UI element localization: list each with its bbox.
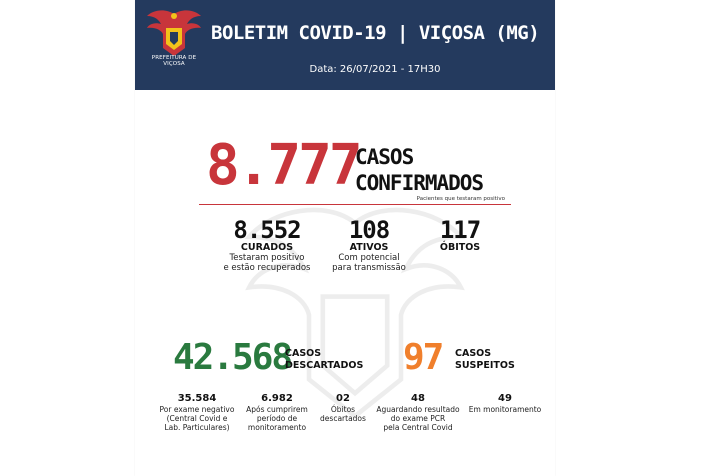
discarded-monitoring-sub1: Após cumprirem xyxy=(246,405,308,414)
recovered-value: 8.552 xyxy=(233,216,301,244)
discarded-negative-sub2: (Central Covid e xyxy=(166,414,228,423)
stat-recovered xyxy=(207,218,327,273)
suspected-label-line1: CASOS xyxy=(455,348,492,359)
discarded-deaths-sub1: Óbitos xyxy=(330,405,356,414)
discarded-monitoring-sub3: monitoramento xyxy=(247,423,307,432)
discarded-deaths-value: 02 xyxy=(336,393,350,404)
discarded-negative-sub1: Por exame negativo xyxy=(159,405,235,414)
recovered-sub2: e estão recuperados xyxy=(223,263,311,273)
confirmed-label-line2: CONFIRMADOS xyxy=(355,171,484,195)
confirmed-cases-note: Pacientes que testaram positivo xyxy=(416,196,505,202)
suspected-cases-label xyxy=(455,348,515,372)
divider-line xyxy=(199,204,511,205)
suspected-awaiting-value: 48 xyxy=(411,393,425,404)
discarded-negative-value: 35.584 xyxy=(177,393,217,404)
discarded-monitoring xyxy=(241,393,313,432)
suspected-cases-value: 97 xyxy=(403,337,443,378)
recovered-sub1: Testaram positivo xyxy=(229,253,305,263)
deaths-label: ÓBITOS xyxy=(439,242,481,253)
suspected-monitoring-sub1: Em monitoramento xyxy=(468,405,542,414)
active-sub2: para transmissão xyxy=(332,263,406,273)
suspected-awaiting-sub2: do exame PCR xyxy=(390,414,446,423)
confirmed-cases-label xyxy=(355,144,483,196)
discarded-monitoring-value: 6.982 xyxy=(261,393,293,404)
active-label: ATIVOS xyxy=(349,242,389,253)
discarded-negative xyxy=(149,393,245,432)
crest-label: PREFEITURA DE VIÇOSA xyxy=(151,55,197,67)
discarded-monitoring-sub2: período de xyxy=(256,414,298,423)
active-sub1: Com potencial xyxy=(338,253,400,263)
bulletin-title: BOLETIM COVID-19 | VIÇOSA (MG) xyxy=(211,22,540,44)
active-value: 108 xyxy=(348,216,390,244)
bulletin-date: Data: 26/07/2021 - 17H30 xyxy=(309,64,441,75)
suspected-awaiting-sub1: Aguardando resultado xyxy=(376,405,460,414)
confirmed-cases-value: 8.777 xyxy=(206,133,360,198)
header-bar xyxy=(135,0,555,90)
deaths-value: 117 xyxy=(439,216,481,244)
discarded-label-line2: DESCARTADOS xyxy=(285,360,364,371)
city-crest-icon xyxy=(145,8,203,58)
discarded-deaths-sub2: descartados xyxy=(320,414,366,423)
discarded-label-line1: CASOS xyxy=(285,348,322,359)
bulletin-card xyxy=(135,0,555,476)
suspected-monitoring-value: 49 xyxy=(498,393,512,404)
discarded-cases-label xyxy=(285,348,363,372)
stat-active xyxy=(321,218,417,273)
suspected-awaiting xyxy=(375,393,461,432)
confirmed-label-line1: CASOS xyxy=(355,145,414,169)
discarded-deaths xyxy=(313,393,373,423)
suspected-label-line2: SUSPEITOS xyxy=(455,360,515,371)
suspected-monitoring xyxy=(465,393,545,414)
recovered-label: CURADOS xyxy=(240,242,294,253)
discarded-negative-sub3: Lab. Particulares) xyxy=(164,423,230,432)
discarded-cases-value: 42.568 xyxy=(173,337,292,378)
suspected-awaiting-sub3: pela Central Covid xyxy=(383,423,453,432)
stat-deaths xyxy=(418,218,502,253)
